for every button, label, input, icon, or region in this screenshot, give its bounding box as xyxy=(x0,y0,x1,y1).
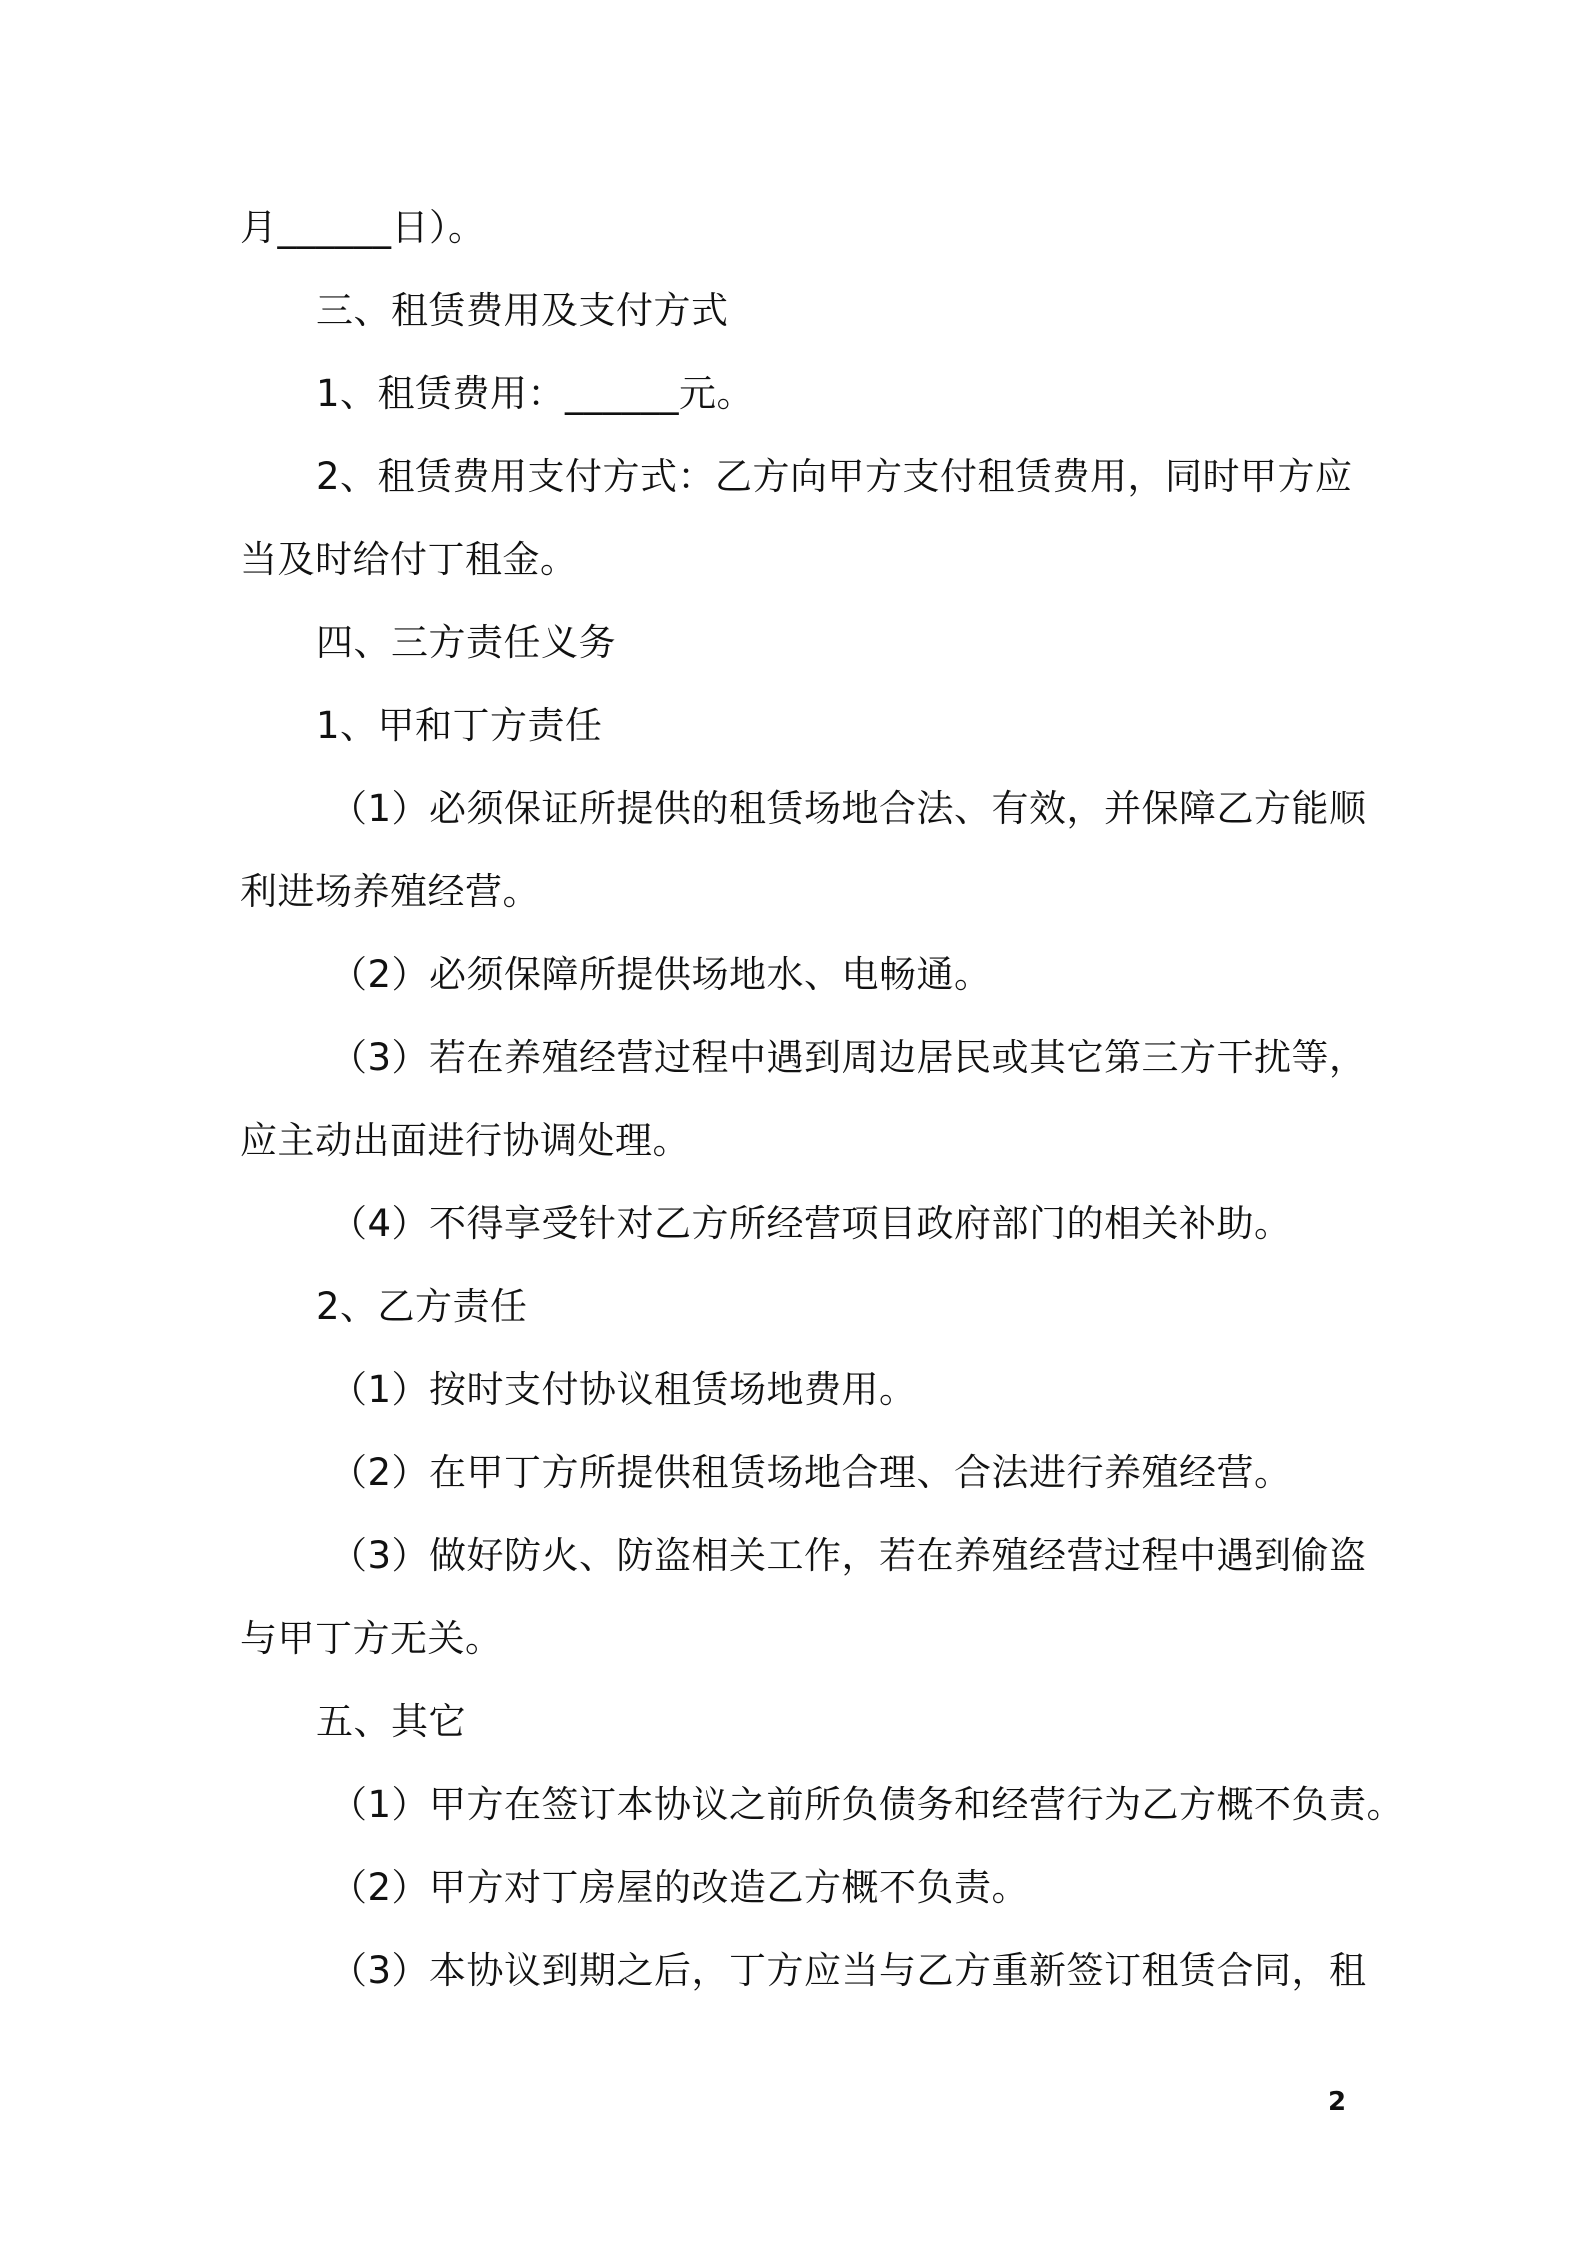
text-line: （2）甲方对丁房屋的改造乙方概不负责。 xyxy=(330,1866,1030,1909)
text-line: 2、租赁费用支付方式：乙方向甲方支付租赁费用，同时甲方应 xyxy=(316,455,1353,498)
text-line: 月______日）。 xyxy=(240,206,486,249)
text-line: 1、租赁费用：______元。 xyxy=(316,372,755,415)
text-line: 2、乙方责任 xyxy=(316,1285,528,1328)
text-line: （3）若在养殖经营过程中遇到周边居民或其它第三方干扰等， xyxy=(330,1036,1367,1079)
section-heading: 三、租赁费用及支付方式 xyxy=(316,289,729,332)
text-line: （1）甲方在签订本协议之前所负债务和经营行为乙方概不负责。 xyxy=(330,1783,1405,1826)
section-heading: 五、其它 xyxy=(316,1700,466,1743)
text-line: 应主动出面进行协调处理。 xyxy=(240,1119,690,1162)
section-heading: 四、三方责任义务 xyxy=(316,621,616,664)
text-line: 1、甲和丁方责任 xyxy=(316,704,603,747)
text-line: （3）本协议到期之后，丁方应当与乙方重新签订租赁合同，租 xyxy=(330,1949,1367,1992)
text-line: （4）不得享受针对乙方所经营项目政府部门的相关补助。 xyxy=(330,1202,1292,1245)
page-number: 2 xyxy=(1328,2087,1347,2117)
text-line: 与甲丁方无关。 xyxy=(240,1617,503,1660)
text-line: （2）必须保障所提供场地水、电畅通。 xyxy=(330,953,992,996)
text-line: （3）做好防火、防盗相关工作，若在养殖经营过程中遇到偷盗 xyxy=(330,1534,1367,1577)
text-line: （1）必须保证所提供的租赁场地合法、有效，并保障乙方能顺 xyxy=(330,787,1367,830)
text-line: （1）按时支付协议租赁场地费用。 xyxy=(330,1368,917,1411)
text-line: 利进场养殖经营。 xyxy=(240,870,540,913)
text-line: （2）在甲丁方所提供租赁场地合理、合法进行养殖经营。 xyxy=(330,1451,1292,1494)
text-line: 当及时给付丁租金。 xyxy=(240,538,578,581)
